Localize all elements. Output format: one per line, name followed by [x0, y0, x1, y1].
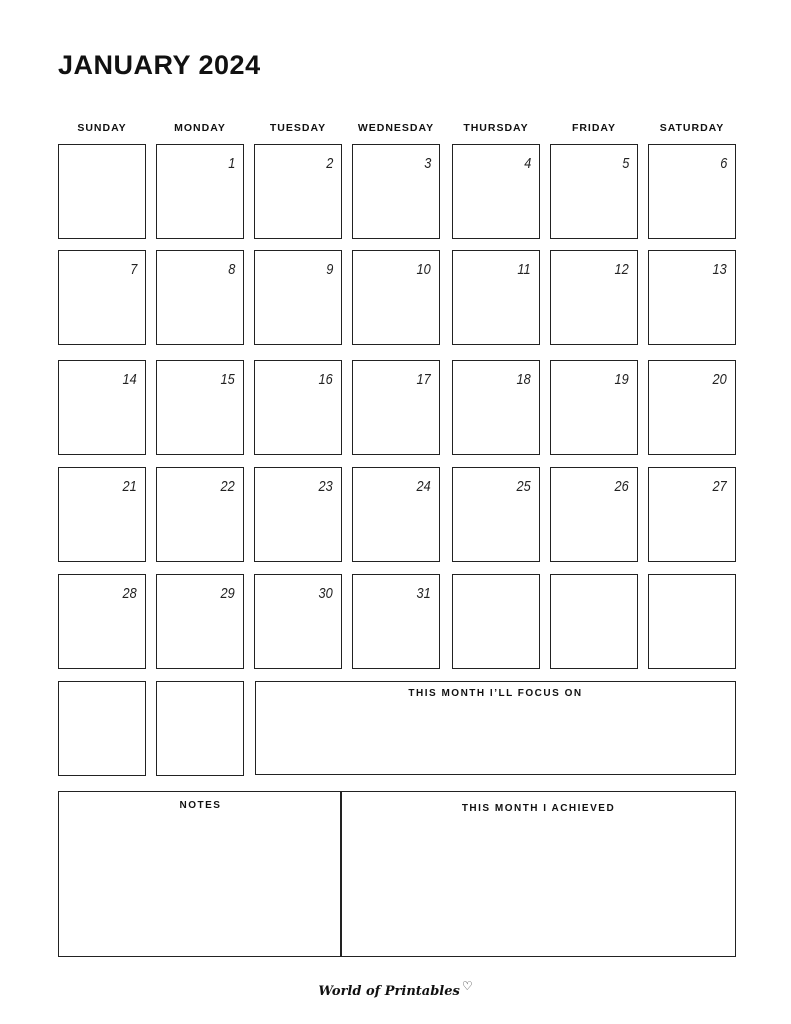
- day-cell: [254, 250, 342, 345]
- page-title: JANUARY 2024: [58, 50, 261, 80]
- day-cell: [452, 250, 540, 345]
- day-cell: [156, 574, 244, 669]
- day-number: 19: [614, 371, 629, 388]
- day-cell: [648, 144, 736, 239]
- heart-icon: ♡: [461, 979, 473, 993]
- day-cell: [156, 360, 244, 455]
- day-cell: [550, 574, 638, 669]
- weekday-tuesday: TUESDAY: [269, 122, 327, 134]
- day-cell: [58, 250, 146, 345]
- focus-box: [255, 681, 736, 775]
- day-cell: [648, 467, 736, 562]
- day-cell: [550, 144, 638, 239]
- day-number: 1: [227, 155, 235, 172]
- day-cell: [58, 574, 146, 669]
- day-cell: [156, 144, 244, 239]
- day-cell: [550, 467, 638, 562]
- day-number: 22: [220, 478, 235, 495]
- day-number: 11: [517, 261, 531, 278]
- notes-label: NOTES: [179, 800, 222, 811]
- day-number: 26: [614, 478, 629, 495]
- day-cell: [254, 574, 342, 669]
- day-number: 20: [712, 371, 727, 388]
- day-number: 8: [227, 261, 235, 278]
- day-number: 15: [220, 371, 235, 388]
- footer-brand: [0, 979, 791, 999]
- day-number: 13: [712, 261, 727, 278]
- day-cell: [254, 360, 342, 455]
- day-cell: [352, 250, 440, 345]
- day-number: 5: [621, 155, 629, 172]
- day-number: 9: [325, 261, 333, 278]
- day-cell: [550, 360, 638, 455]
- day-number: 16: [318, 371, 333, 388]
- day-cell: [58, 360, 146, 455]
- day-number: 12: [614, 261, 629, 278]
- day-number: 6: [719, 155, 727, 172]
- notes-achieved-box: [58, 791, 736, 957]
- day-cell: [452, 144, 540, 239]
- day-cell: [156, 467, 244, 562]
- day-number: 18: [516, 371, 531, 388]
- day-cell: [352, 360, 440, 455]
- day-number: 23: [318, 478, 333, 495]
- day-number: 21: [122, 478, 137, 495]
- brand-logo-text: World of Printables: [318, 984, 460, 999]
- day-number: 17: [416, 371, 431, 388]
- day-number: 29: [220, 585, 235, 602]
- weekday-friday: FRIDAY: [571, 122, 617, 134]
- weekday-thursday: THURSDAY: [463, 122, 529, 134]
- day-cell: [58, 681, 146, 776]
- day-cell: [352, 144, 440, 239]
- day-number: 28: [122, 585, 137, 602]
- focus-label: THIS MONTH I’LL FOCUS ON: [408, 688, 583, 699]
- day-number: 25: [516, 478, 531, 495]
- day-cell: [452, 467, 540, 562]
- day-cell: [648, 250, 736, 345]
- day-number: 3: [423, 155, 431, 172]
- weekday-monday: MONDAY: [174, 122, 226, 134]
- day-cell: [352, 467, 440, 562]
- day-cell: [254, 144, 342, 239]
- day-number: 4: [523, 155, 531, 172]
- day-number: 14: [122, 371, 137, 388]
- day-cell: [648, 574, 736, 669]
- achieved-label: THIS MONTH I ACHIEVED: [461, 803, 616, 814]
- weekday-wednesday: WEDNESDAY: [357, 122, 435, 134]
- day-cell: [156, 681, 244, 776]
- day-cell: [452, 360, 540, 455]
- day-number: 2: [325, 155, 333, 172]
- day-number: 30: [318, 585, 333, 602]
- day-cell: [156, 250, 244, 345]
- day-cell: [254, 467, 342, 562]
- day-cell: [58, 467, 146, 562]
- day-number: 10: [416, 261, 431, 278]
- day-number: 24: [416, 478, 431, 495]
- weekday-saturday: SATURDAY: [659, 122, 725, 134]
- notes-divider: [340, 792, 342, 956]
- weekday-sunday: SUNDAY: [77, 122, 127, 134]
- day-cell: [452, 574, 540, 669]
- day-number: 27: [712, 478, 727, 495]
- day-number: 7: [129, 261, 137, 278]
- day-cell: [58, 144, 146, 239]
- day-cell: [352, 574, 440, 669]
- day-cell: [648, 360, 736, 455]
- day-number: 31: [416, 585, 431, 602]
- day-cell: [550, 250, 638, 345]
